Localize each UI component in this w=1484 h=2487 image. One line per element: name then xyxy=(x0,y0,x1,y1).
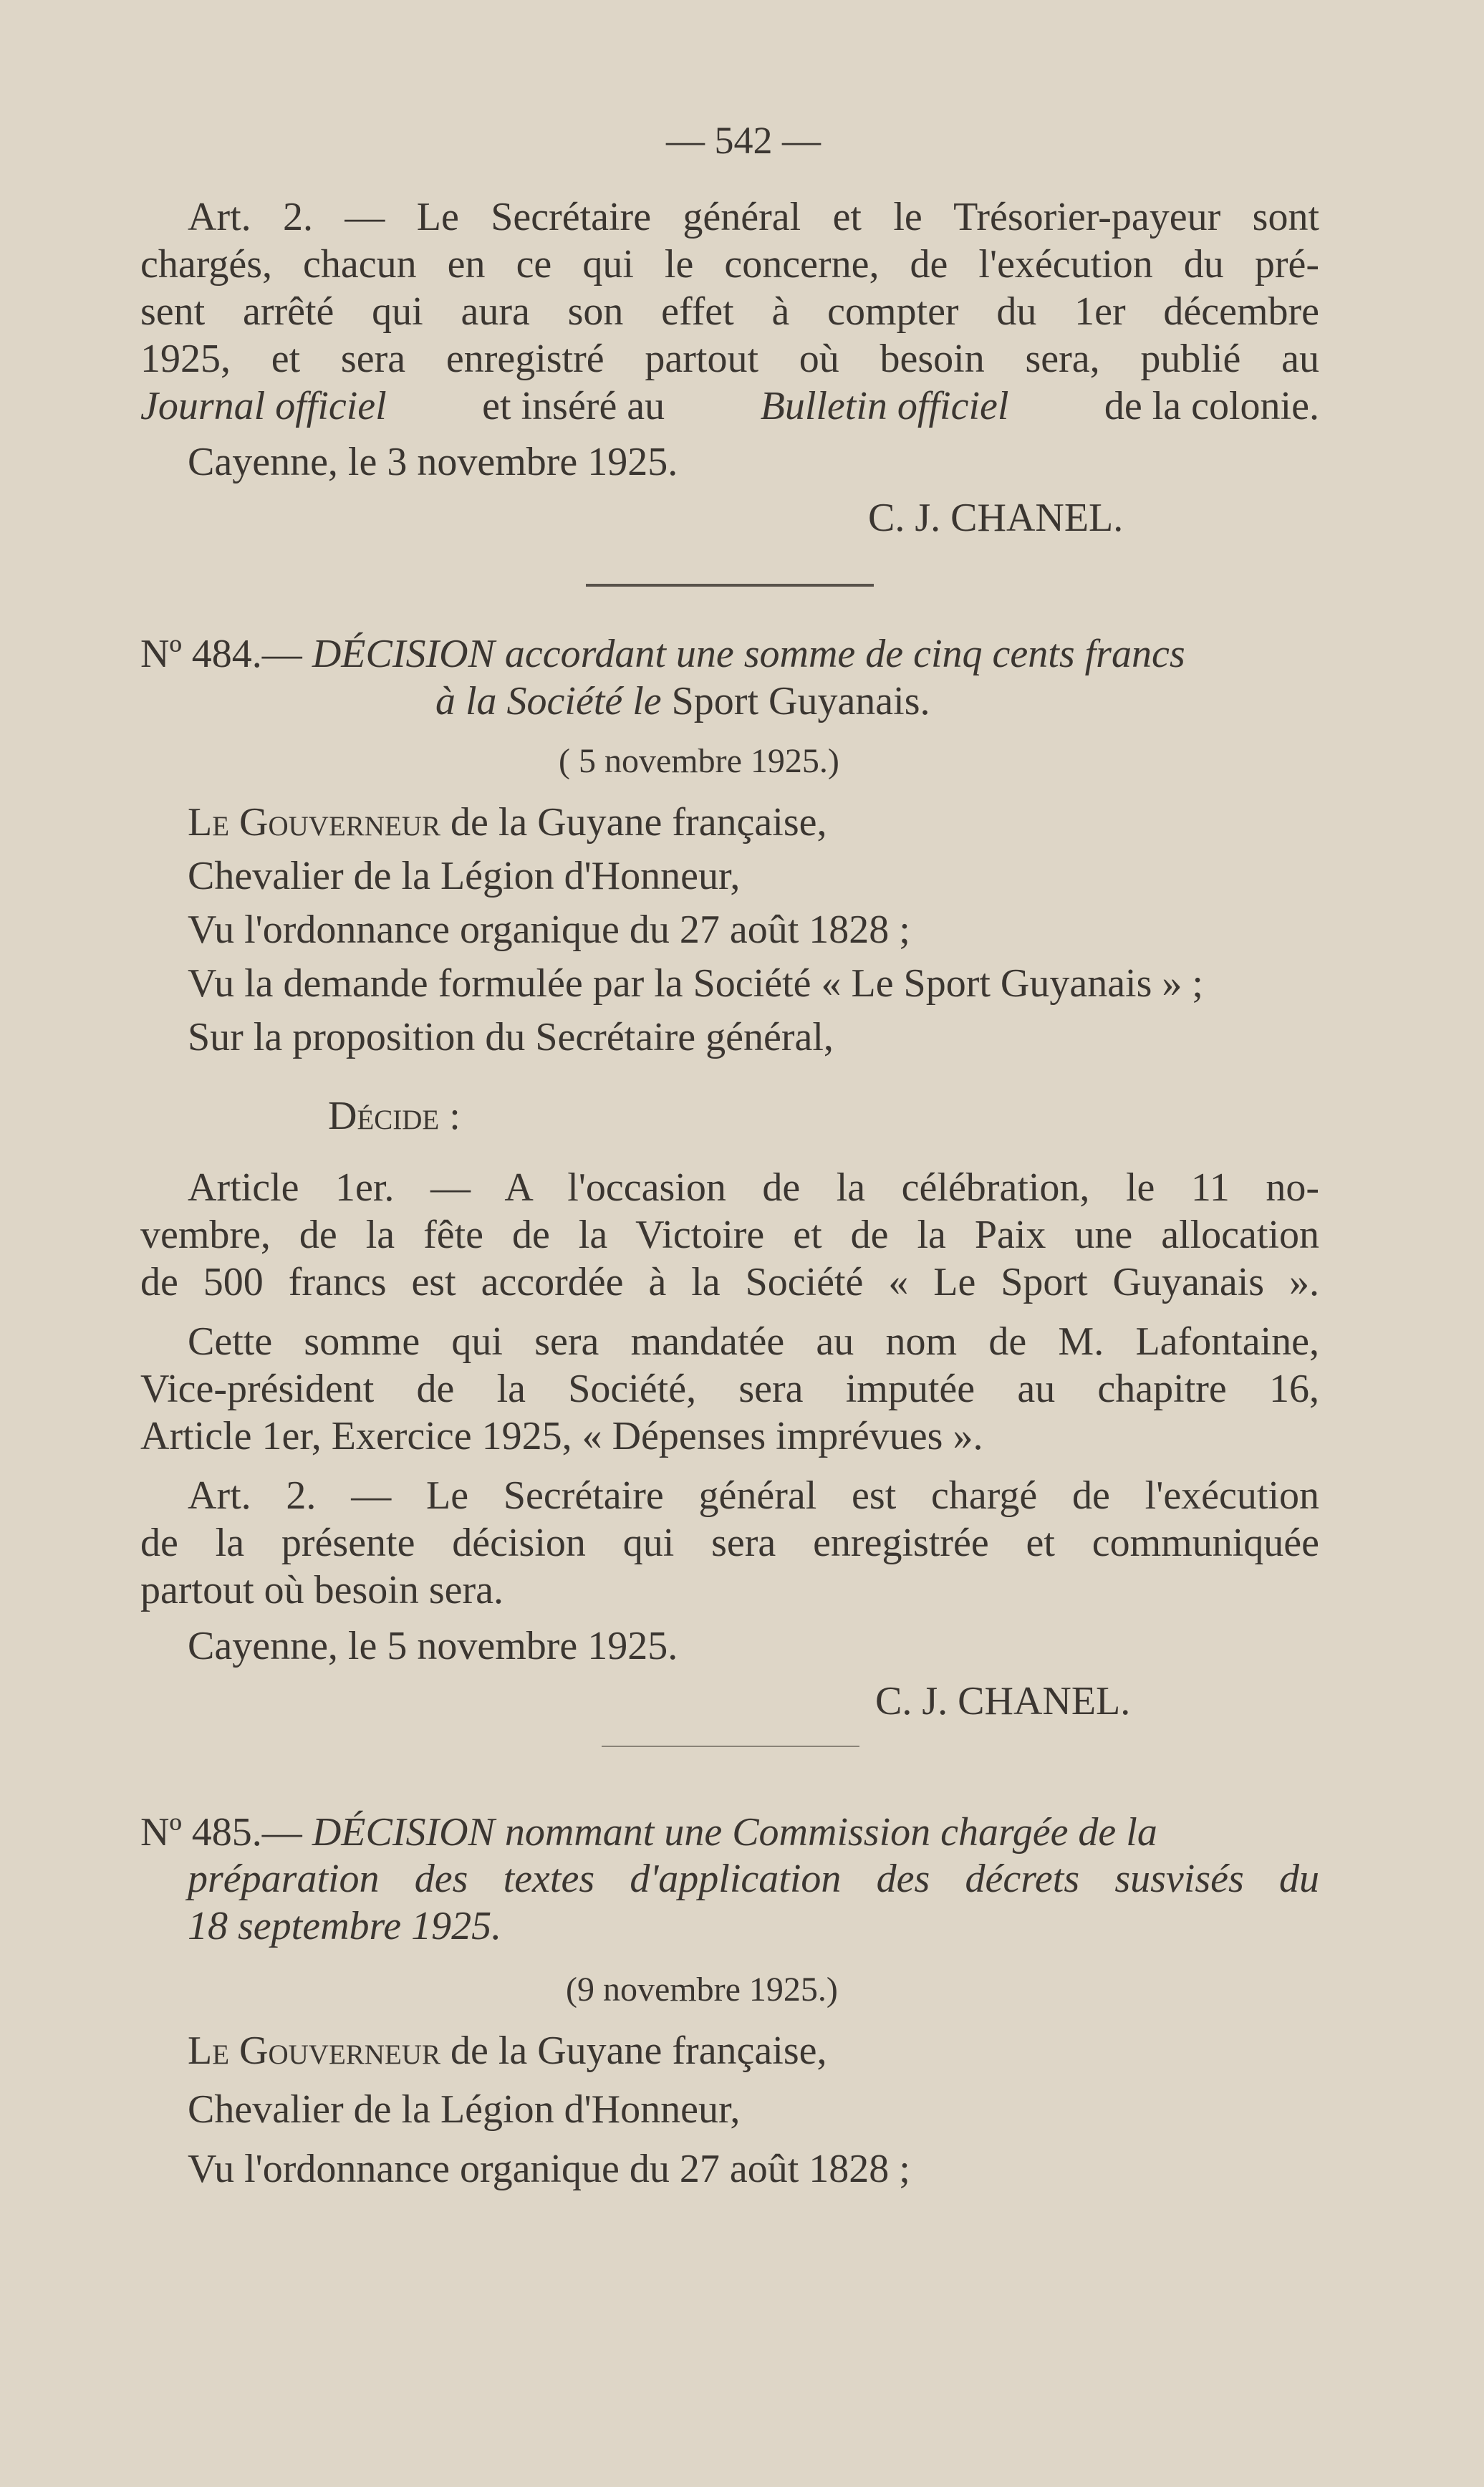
gouverneur-line xyxy=(188,799,827,846)
text-line: Article 1er. — A l'occasion de la célébration, le 11 no- xyxy=(188,1165,1319,1210)
visa-line: Vu la demande formulée par la Société « Le Sport Guyanais » ; xyxy=(188,961,1203,1006)
decision-date: ( 5 novembre 1925.) xyxy=(559,742,839,780)
text-fragment: et inséré au xyxy=(482,384,665,428)
text-line: Vice-président de la Société, sera imputée au chapitre 16, xyxy=(140,1367,1319,1411)
decision-label: DÉCISION xyxy=(312,1810,495,1855)
chevalier-line: Chevalier de la Légion d'Honneur, xyxy=(188,854,741,898)
text-fragment: Sport Guyanais. xyxy=(671,679,930,723)
section-divider xyxy=(602,1746,859,1747)
chevalier-line: Chevalier de la Légion d'Honneur, xyxy=(188,2087,741,2132)
text-line xyxy=(140,383,1319,430)
place-date: Cayenne, le 5 novembre 1925. xyxy=(188,1624,678,1668)
visa-line: Vu l'ordonnance organique du 27 août 1828 ; xyxy=(188,2147,910,2191)
decision-subject: accordant une somme de cinq cents francs xyxy=(494,632,1185,676)
gouverneur-title: Le Gouverneur xyxy=(188,800,440,845)
gouverneur-line xyxy=(188,2027,827,2074)
text-fragment: de la Guyane française, xyxy=(440,2029,827,2073)
text-line: de 500 francs est accordée à la Société « Le Sport Guyanais ». xyxy=(140,1260,1319,1304)
proposition-line: Sur la proposition du Secrétaire général, xyxy=(188,1015,834,1059)
decision-subject: nommant une Commission chargée de la xyxy=(494,1810,1157,1855)
decision-title-line-2 xyxy=(435,678,930,725)
decision-number: Nº 484.— xyxy=(140,632,312,676)
text-line: Art. 2. — Le Secrétaire général est chargé de l'exécution xyxy=(188,1473,1319,1518)
decision-number: Nº 485.— xyxy=(140,1810,312,1855)
text-line: sent arrêté qui aura son effet à compter du 1er décembre xyxy=(140,289,1319,334)
gouverneur-title: Le Gouverneur xyxy=(188,2029,440,2073)
decision-date: (9 novembre 1925.) xyxy=(566,1971,838,2009)
text-line: Cette somme qui sera mandatée au nom de M. Lafontaine, xyxy=(188,1319,1319,1364)
decision-title xyxy=(140,630,1185,678)
visa-line: Vu l'ordonnance organique du 27 août 1828 ; xyxy=(188,908,910,952)
text-line: 1925, et sera enregistré partout où besoin sera, publié au xyxy=(140,337,1319,381)
text-fragment: à la Société le xyxy=(435,679,672,723)
text-fragment: de la Guyane française, xyxy=(440,800,827,845)
signature: C. J. CHANEL. xyxy=(868,496,1124,540)
text-line: vembre, de la fête de la Victoire et de la Paix une allocation xyxy=(140,1213,1319,1257)
text-line: chargés, chacun en ce qui le concerne, de l'exécution du pré- xyxy=(140,242,1319,287)
text-line: de la présente décision qui sera enregistrée et communiquée xyxy=(140,1521,1319,1565)
section-divider xyxy=(586,584,874,587)
text-fragment: de la colonie. xyxy=(1104,384,1319,428)
decide-heading: Décide : xyxy=(328,1094,461,1138)
decision-title-line-2: préparation des textes d'application des décrets susvisés du xyxy=(188,1857,1319,1901)
text-line: Art. 2. — Le Secrétaire général et le Trésorier-payeur sont xyxy=(188,195,1319,239)
decision-title-line-3: 18 septembre 1925. xyxy=(188,1904,502,1948)
text-line: partout où besoin sera. xyxy=(140,1568,504,1612)
bulletin-officiel: Bulletin officiel xyxy=(760,384,1009,428)
text-line: Article 1er, Exercice 1925, « Dépenses imprévues ». xyxy=(140,1414,983,1458)
journal-officiel: Journal officiel xyxy=(140,384,387,428)
place-date: Cayenne, le 3 novembre 1925. xyxy=(188,440,678,484)
decision-title xyxy=(140,1809,1157,1856)
decision-label: DÉCISION xyxy=(312,632,495,676)
signature: C. J. CHANEL. xyxy=(875,1679,1131,1723)
page-number: — 542 — xyxy=(666,119,821,162)
